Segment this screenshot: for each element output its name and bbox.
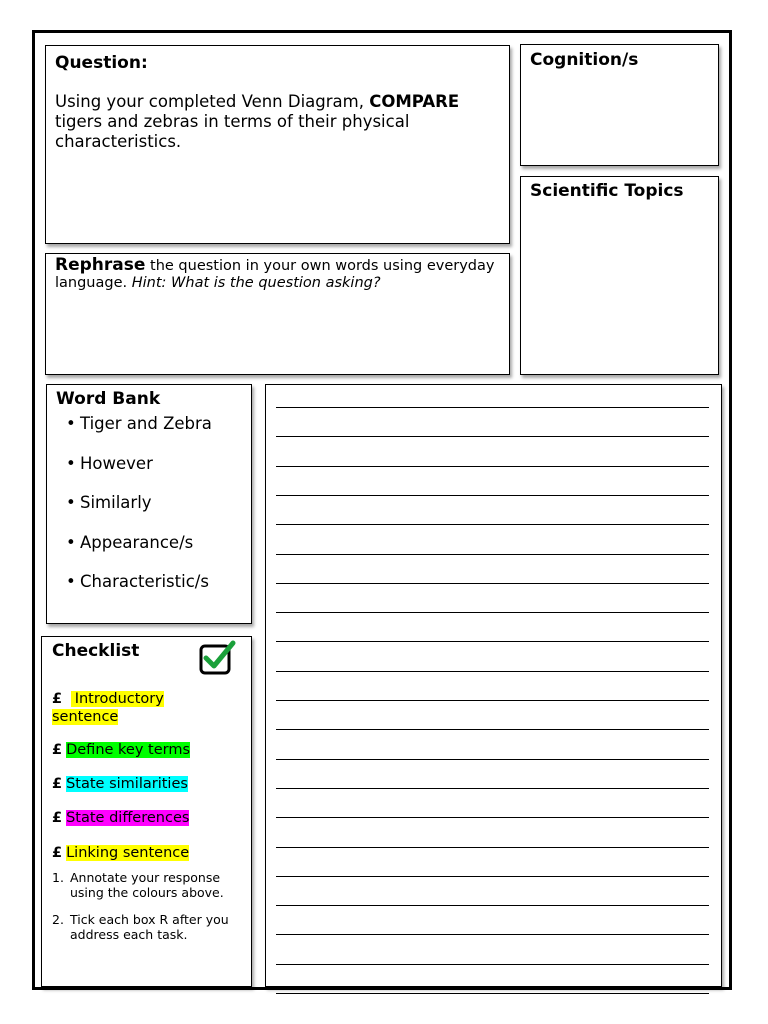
bullet-icon: • xyxy=(66,414,76,433)
answer-line[interactable] xyxy=(276,934,709,935)
note-text: Annotate your response using the colours above. xyxy=(70,870,224,900)
bullet-icon: • xyxy=(66,572,76,592)
rephrase-keyword: Rephrase xyxy=(55,255,146,275)
question-text xyxy=(55,92,500,152)
answer-line[interactable] xyxy=(276,466,709,467)
answer-area[interactable] xyxy=(265,384,722,987)
answer-line[interactable] xyxy=(276,876,709,877)
cognition-heading: Cognition/s xyxy=(530,50,639,70)
question-text-suffix: tigers and zebras in terms of their physical characteristics. xyxy=(55,112,410,151)
bullet-icon: • xyxy=(66,532,76,552)
checklist-label: State differences xyxy=(66,810,190,826)
checklist-heading: Checklist xyxy=(52,641,140,661)
answer-line[interactable] xyxy=(276,759,709,760)
word-bank-item xyxy=(66,533,242,553)
checkbox-glyph: £ xyxy=(52,742,63,758)
answer-line[interactable] xyxy=(276,964,709,965)
answer-line[interactable] xyxy=(276,905,709,906)
question-text-prefix: Using your completed Venn Diagram, xyxy=(55,92,370,111)
checklist-item-linking[interactable] xyxy=(52,844,189,862)
checkbox-tick-icon xyxy=(199,640,237,676)
word-bank-item xyxy=(66,493,242,513)
checklist-item-define[interactable] xyxy=(52,741,190,759)
word-bank-term: Characteristic/s xyxy=(80,572,209,592)
word-bank-box xyxy=(46,384,252,624)
word-bank-list xyxy=(56,414,242,592)
answer-line[interactable] xyxy=(276,641,709,642)
word-bank-item xyxy=(66,572,242,592)
scientific-topics-heading: Scientific Topics xyxy=(530,181,684,201)
answer-line[interactable] xyxy=(276,729,709,730)
word-bank-term: Tiger and Zebra xyxy=(80,414,212,433)
word-bank-term: Similarly xyxy=(80,493,152,513)
word-bank-term: However xyxy=(80,453,153,473)
checklist-note xyxy=(52,912,247,942)
bullet-icon: • xyxy=(66,453,76,473)
note-number: 2. xyxy=(52,912,64,927)
note-text: Tick each box R after you address each task. xyxy=(70,912,229,942)
checkbox-glyph: £ xyxy=(52,845,63,861)
answer-line[interactable] xyxy=(276,524,709,525)
checklist-note xyxy=(52,870,247,900)
rephrase-text: the question in your own words using everyday language. xyxy=(55,258,495,291)
rephrase-box[interactable] xyxy=(45,253,510,375)
rephrase-hint: Hint: What is the question asking? xyxy=(131,275,381,291)
answer-line[interactable] xyxy=(276,436,709,437)
cognition-box[interactable] xyxy=(520,44,719,166)
question-keyword: COMPARE xyxy=(369,92,460,111)
answer-line[interactable] xyxy=(276,993,709,994)
answer-line[interactable] xyxy=(276,583,709,584)
word-bank-heading: Word Bank xyxy=(56,389,161,409)
answer-line[interactable] xyxy=(276,554,709,555)
checklist-item-similarities[interactable] xyxy=(52,775,188,793)
checkbox-glyph: £ xyxy=(52,691,63,707)
answer-line[interactable] xyxy=(276,817,709,818)
checklist-label: Introductory sentence xyxy=(52,691,164,725)
checklist-label: Define key terms xyxy=(66,742,191,758)
answer-line[interactable] xyxy=(276,700,709,701)
answer-line[interactable] xyxy=(276,788,709,789)
word-bank-term: Appearance/s xyxy=(80,532,194,552)
question-heading: Question: xyxy=(55,53,148,73)
checkbox-glyph: £ xyxy=(52,776,63,792)
checklist-item-differences[interactable] xyxy=(52,809,189,827)
answer-line[interactable] xyxy=(276,612,709,613)
checklist-label: Linking sentence xyxy=(66,845,190,861)
answer-line[interactable] xyxy=(276,847,709,848)
checkbox-glyph: £ xyxy=(52,810,63,826)
note-number: 1. xyxy=(52,870,64,885)
checklist-item-introductory[interactable] xyxy=(52,690,232,726)
checklist-label: State similarities xyxy=(66,776,188,792)
scientific-topics-box[interactable] xyxy=(520,176,719,375)
answer-line[interactable] xyxy=(276,671,709,672)
answer-line[interactable] xyxy=(276,495,709,496)
word-bank-item xyxy=(66,414,242,434)
bullet-icon: • xyxy=(66,493,76,513)
rephrase-instructions xyxy=(55,257,500,292)
word-bank-item xyxy=(66,454,242,474)
answer-line[interactable] xyxy=(276,407,709,408)
question-box xyxy=(45,45,510,244)
